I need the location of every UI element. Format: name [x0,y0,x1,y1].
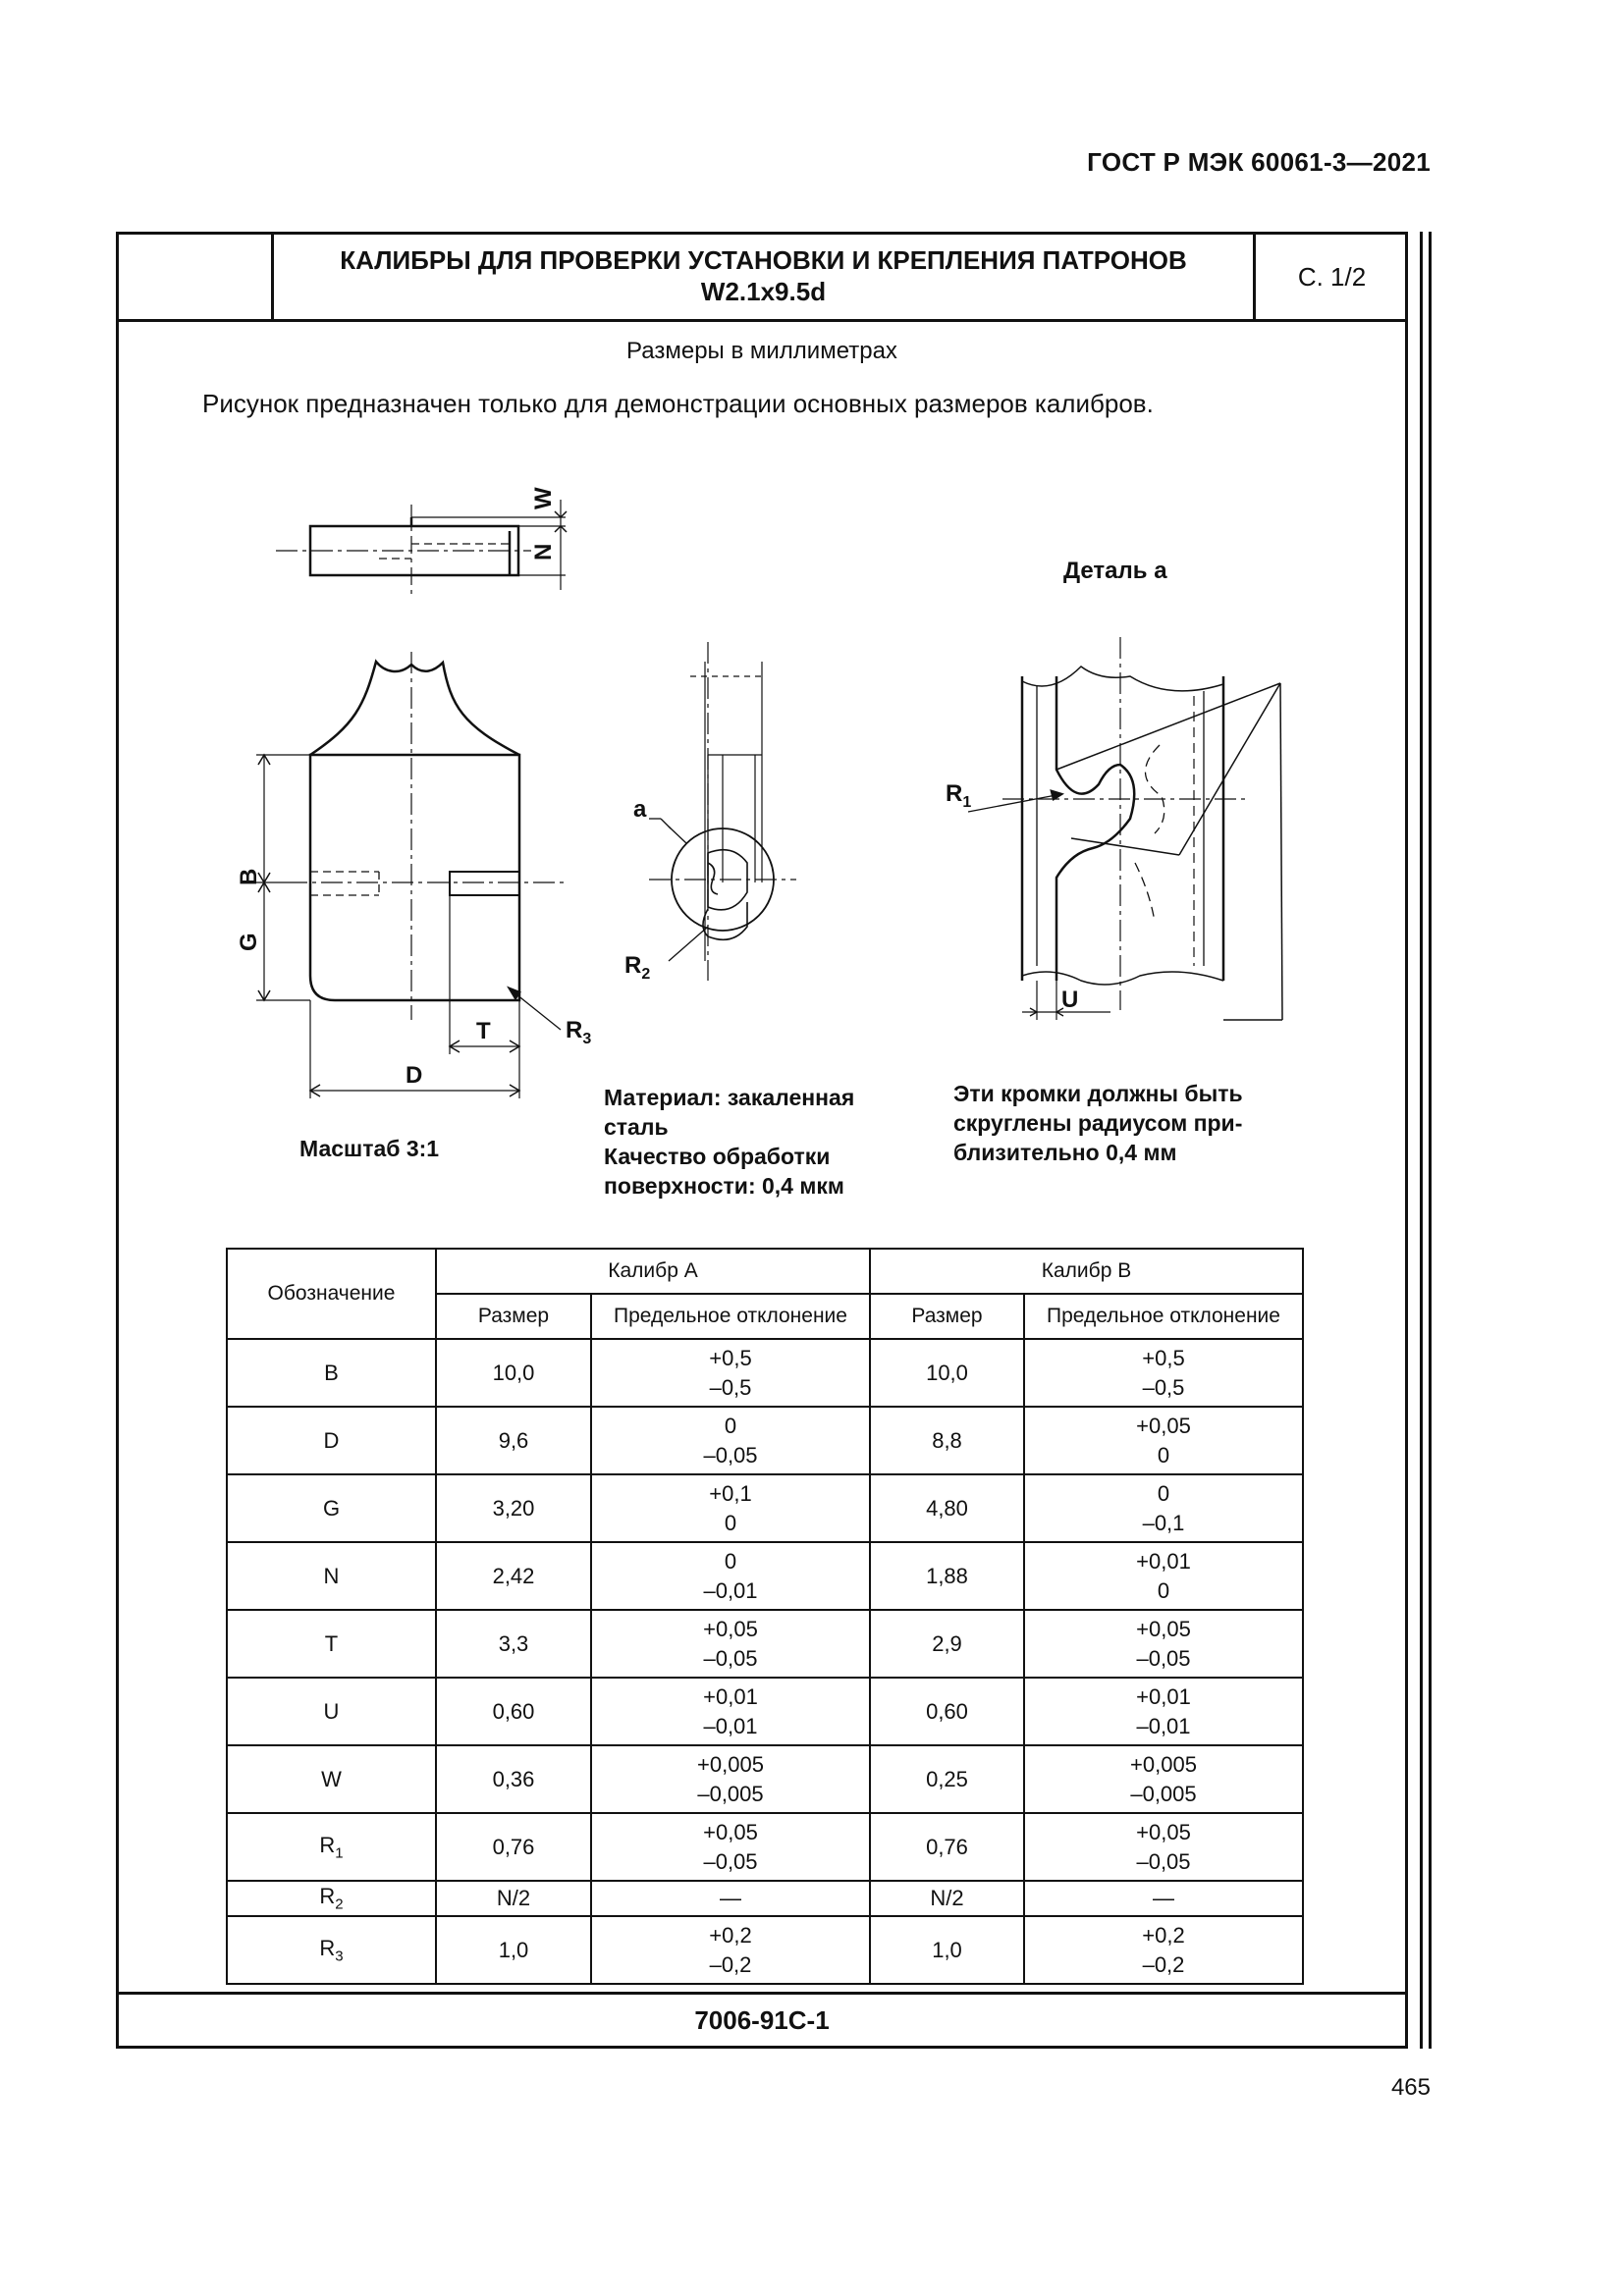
cell-b-size: 2,9 [870,1610,1024,1678]
side-view [649,642,796,981]
material-line-4: поверхности: 0,4 мкм [604,1173,844,1199]
cell-b-size: 0,76 [870,1813,1024,1881]
table-row [227,1678,1303,1745]
label-r3: $R_3$ [566,1017,592,1047]
cell-b-tolerance: +0,005 –0,005 [1024,1745,1303,1813]
table-row [227,1916,1303,1984]
cell-b-size: 1,88 [870,1542,1024,1610]
cell-b-size: 1,0 [870,1916,1024,1984]
sheet-title [274,235,1256,319]
table-row [227,1542,1303,1610]
cell-b-tolerance: +0,05 0 [1024,1407,1303,1474]
cell-designation: W [227,1745,436,1813]
material-line-1: Материал: закаленная [604,1085,855,1110]
edges-line-2: скруглены радиусом при- [953,1110,1243,1136]
col-gauge-a: Калибр A [436,1249,870,1294]
cell-designation: D [227,1407,436,1474]
cell-b-tolerance: 0 –0,1 [1024,1474,1303,1542]
cell-designation: G [227,1474,436,1542]
label-d: D [406,1062,423,1089]
label-n: N [530,543,557,561]
sheet-header [119,235,1405,322]
cell-b-tolerance: +0,01 0 [1024,1542,1303,1610]
label-r1: $R_1$ [946,780,972,811]
cell-a-tolerance: +0,05 –0,05 [591,1813,870,1881]
label-a: a [633,796,647,823]
detail-title: Деталь a [1063,558,1167,584]
cell-designation: B [227,1339,436,1407]
scale-caption: Масштаб 3:1 [299,1136,440,1161]
front-view [256,652,566,1098]
material-caption [604,1083,854,1201]
table-row [227,1610,1303,1678]
cell-a-size: 9,6 [436,1407,591,1474]
cell-designation: U [227,1678,436,1745]
table-row [227,1339,1303,1407]
col-b-tolerance: Предельное отклонение [1024,1294,1303,1339]
cell-a-tolerance: +0,5 –0,5 [591,1339,870,1407]
cell-b-size: 0,60 [870,1678,1024,1745]
col-b-size: Размер [870,1294,1024,1339]
standard-code: ГОСТ Р МЭК 60061-3—2021 [1087,147,1431,177]
table-row [227,1881,1303,1916]
dimensions-note: Размеры в миллиметрах [626,338,897,364]
table-row [227,1474,1303,1542]
cell-b-tolerance: +0,05 –0,05 [1024,1813,1303,1881]
edges-line-3: близительно 0,4 мм [953,1140,1177,1165]
header-blank-cell [119,235,274,319]
label-r2: $R_2$ [624,952,651,983]
cell-designation: T [227,1610,436,1678]
label-b: B [236,868,262,885]
material-line-3: Качество обработки [604,1144,831,1169]
cell-a-tolerance: 0 –0,01 [591,1542,870,1610]
cell-a-size: 2,42 [436,1542,591,1610]
cell-a-size: 1,0 [436,1916,591,1984]
cell-b-size: 4,80 [870,1474,1024,1542]
col-a-size: Размер [436,1294,591,1339]
cell-a-size: N/2 [436,1881,591,1916]
title-line-1: КАЛИБРЫ ДЛЯ ПРОВЕРКИ УСТАНОВКИ И КРЕПЛЕНИЯ ПАТРОНОВ [340,245,1187,275]
cell-a-tolerance: 0 –0,05 [591,1407,870,1474]
label-u: U [1061,987,1079,1013]
cell-designation: N [227,1542,436,1610]
sheet-frame [116,232,1408,2049]
cell-b-size: 8,8 [870,1407,1024,1474]
cell-b-tolerance: +0,05 –0,05 [1024,1610,1303,1678]
col-designation: Обозначение [227,1249,436,1339]
figure-note: Рисунок предназначен только для демонстрации основных размеров калибров. [202,389,1154,418]
frame-edge-line [1420,232,1423,2049]
label-t: T [476,1018,491,1044]
cell-b-size: N/2 [870,1881,1024,1916]
cell-b-tolerance: — [1024,1881,1303,1916]
cell-a-tolerance: — [591,1881,870,1916]
col-gauge-b: Калибр B [870,1249,1303,1294]
table-body [227,1339,1303,1984]
cell-a-tolerance: +0,05 –0,05 [591,1610,870,1678]
cell-b-tolerance: +0,5 –0,5 [1024,1339,1303,1407]
sheet-code: 7006-91C-1 [119,1992,1405,2046]
frame-edge-line [1429,232,1432,2049]
detail-view [968,637,1282,1020]
label-g: G [236,933,262,951]
cell-a-tolerance: +0,01 –0,01 [591,1678,870,1745]
cell-b-tolerance: +0,2 –0,2 [1024,1916,1303,1984]
label-w: W [530,487,557,509]
dimensions-table [226,1248,1304,1985]
table-row [227,1745,1303,1813]
cell-a-size: 0,60 [436,1678,591,1745]
cell-designation: $R_2$ [227,1881,436,1916]
cell-a-size: 3,3 [436,1610,591,1678]
cell-b-size: 0,25 [870,1745,1024,1813]
cell-designation: $R_1$ [227,1813,436,1881]
cell-a-size: 10,0 [436,1339,591,1407]
cell-a-size: 0,36 [436,1745,591,1813]
table-row [227,1813,1303,1881]
material-line-2: сталь [604,1114,669,1140]
cell-b-size: 10,0 [870,1339,1024,1407]
cell-a-size: 3,20 [436,1474,591,1542]
title-line-2: W2.1x9.5d [700,277,827,306]
cell-a-tolerance: +0,2 –0,2 [591,1916,870,1984]
cell-b-tolerance: +0,01 –0,01 [1024,1678,1303,1745]
col-a-tolerance: Предельное отклонение [591,1294,870,1339]
cell-designation: $R_3$ [227,1916,436,1984]
top-view [276,500,567,598]
cell-a-tolerance: +0,1 0 [591,1474,870,1542]
page-number: 465 [1390,2074,1431,2101]
sheet-page: С. 1/2 [1297,262,1367,292]
cell-a-size: 0,76 [436,1813,591,1881]
edges-caption [953,1079,1243,1167]
table-row [227,1407,1303,1474]
cell-a-tolerance: +0,005 –0,005 [591,1745,870,1813]
edges-line-1: Эти кромки должны быть [953,1081,1243,1106]
